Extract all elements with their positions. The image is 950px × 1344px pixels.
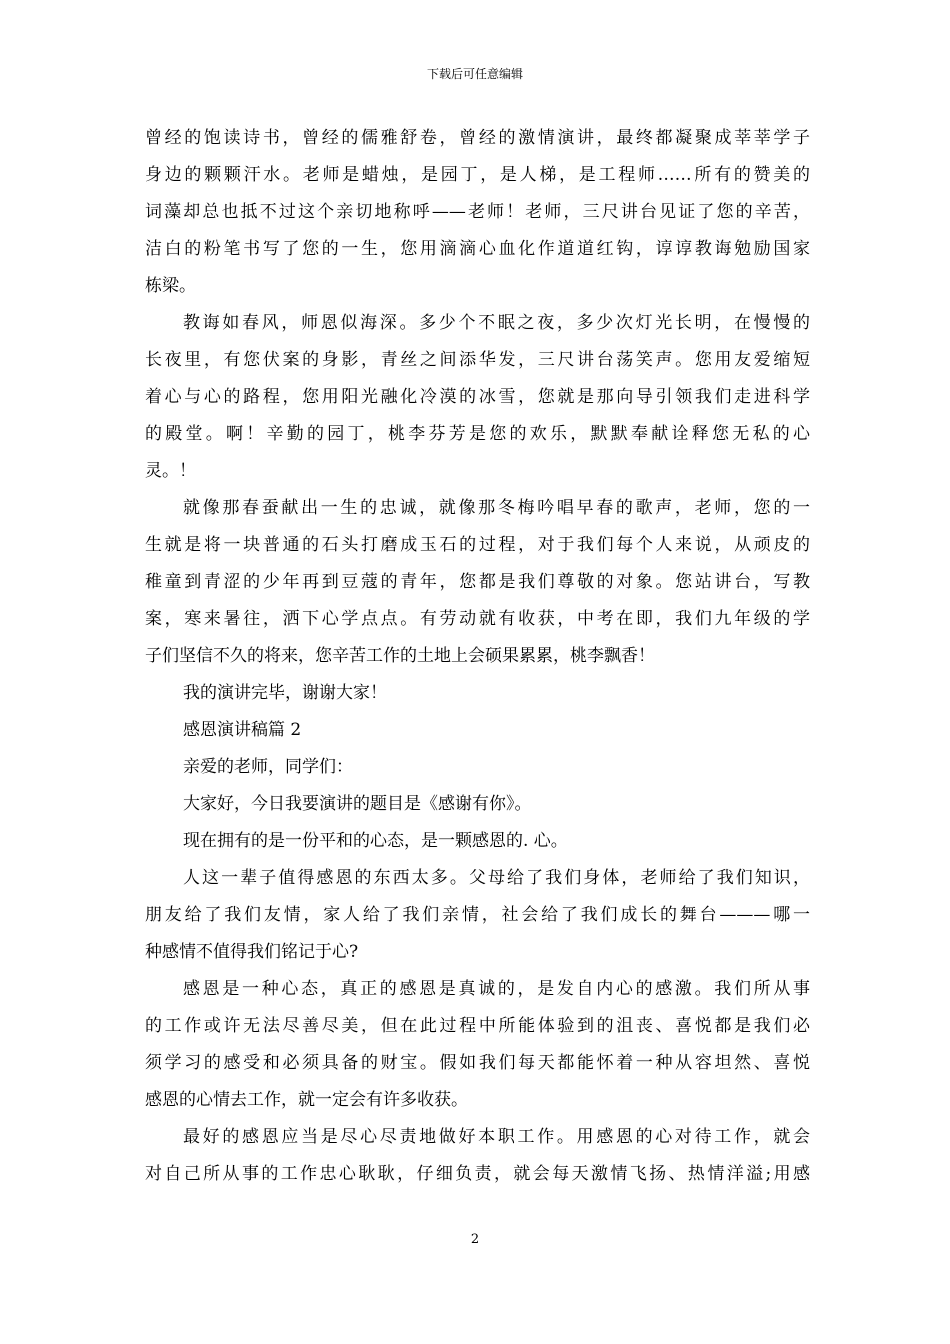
text-line: 洁白的粉笔书写了您的一生，您用滴滴心血化作道道红钩，谆谆教诲勉励国家 bbox=[145, 239, 810, 259]
text-line: 感恩的心情去工作，就一定会有许多收获。 bbox=[145, 1090, 468, 1110]
text-line: 着心与心的路程，您用阳光融化冷漠的冰雪，您就是那向导引领我们走进科学 bbox=[145, 387, 810, 407]
paragraph-5 bbox=[145, 971, 810, 1119]
text-line: 栋梁。 bbox=[145, 276, 196, 296]
paragraph-2 bbox=[145, 305, 810, 490]
page-number: 2 bbox=[470, 1232, 480, 1247]
text-line: 朋友给了我们友情，家人给了我们亲情，社会给了我们成长的舞台———哪一 bbox=[145, 905, 810, 925]
text-line: 我的演讲完毕，谢谢大家！ bbox=[183, 683, 387, 703]
paragraph-3 bbox=[145, 490, 810, 675]
text-line: 身边的颗颗汗水。老师是蜡烛，是园丁，是人梯，是工程师……所有的赞美的 bbox=[145, 165, 810, 185]
text-line: 人这一辈子值得感恩的东西太多。父母给了我们身体，老师给了我们知识， bbox=[183, 868, 810, 888]
text-line: 感恩演讲稿篇 2 bbox=[183, 720, 302, 740]
text-line: 亲爱的老师，同学们： bbox=[183, 757, 353, 777]
paragraph-6 bbox=[145, 1119, 810, 1193]
text-line: 感恩是一种心态，真正的感恩是真诚的，是发自内心的感激。我们所从事 bbox=[183, 979, 810, 999]
section-heading bbox=[145, 712, 810, 749]
header-text: 下载后可任意编辑 bbox=[426, 67, 523, 81]
text-line: 的工作或许无法尽善尽美，但在此过程中所能体验到的沮丧、喜悦都是我们必 bbox=[145, 1016, 810, 1036]
salutation bbox=[145, 749, 810, 786]
text-line: 现在拥有的是一份平和的心态，是一颗感恩的. 心。 bbox=[183, 831, 568, 851]
text-line: 就像那春蚕献出一生的忠诚，就像那冬梅吟唱早春的歌声，老师，您的一 bbox=[183, 498, 810, 518]
text-line: 曾经的饱读诗书，曾经的儒雅舒卷，曾经的激情演讲，最终都凝聚成莘莘学子 bbox=[145, 128, 810, 148]
closing-remark bbox=[145, 675, 810, 712]
text-line: 案，寒来暑往，洒下心学点点。有劳动就有收获，中考在即，我们九年级的学 bbox=[145, 609, 810, 629]
paragraph-1 bbox=[145, 120, 810, 305]
document-body bbox=[145, 120, 810, 1193]
text-line: 大家好，今日我要演讲的题目是《感谢有你》。 bbox=[183, 794, 532, 814]
page-header bbox=[0, 66, 950, 82]
text-line: 须学习的感受和必须具备的财宝。假如我们每天都能怀着一种从容坦然、喜悦 bbox=[145, 1053, 810, 1073]
greeting bbox=[145, 786, 810, 823]
text-line: 子们坚信不久的将来，您辛苦工作的土地上会硕果累累，桃李飘香！ bbox=[145, 646, 655, 666]
text-line: 对自己所从事的工作忠心耿耿，仔细负责，就会每天激情飞扬、热情洋溢;用感 bbox=[145, 1164, 810, 1184]
text-line: 稚童到青涩的少年再到豆蔻的青年，您都是我们尊敬的对象。您站讲台，写教 bbox=[145, 572, 810, 592]
text-line: 灵。！ bbox=[145, 461, 196, 481]
paragraph-4 bbox=[145, 860, 810, 971]
text-line: 的殿堂。啊！辛勤的园丁，桃李芬芳是您的欢乐，默默奉献诠释您无私的心 bbox=[145, 424, 810, 444]
text-line: 种感情不值得我们铭记于心? bbox=[145, 942, 359, 962]
text-line: 长夜里，有您伏案的身影，青丝之间添华发，三尺讲台荡笑声。您用友爱缩短 bbox=[145, 350, 810, 370]
text-line: 词藻却总也抵不过这个亲切地称呼——老师！老师，三尺讲台见证了您的辛苦， bbox=[145, 202, 810, 222]
text-line: 最好的感恩应当是尽心尽责地做好本职工作。用感恩的心对待工作，就会 bbox=[183, 1127, 810, 1147]
paragraph-statement bbox=[145, 823, 810, 860]
text-line: 生就是将一块普通的石头打磨成玉石的过程，对于我们每个人来说，从顽皮的 bbox=[145, 535, 810, 555]
text-line: 教诲如春风，师恩似海深。多少个不眠之夜，多少次灯光长明，在慢慢的 bbox=[183, 313, 810, 333]
page-footer bbox=[0, 1232, 950, 1248]
